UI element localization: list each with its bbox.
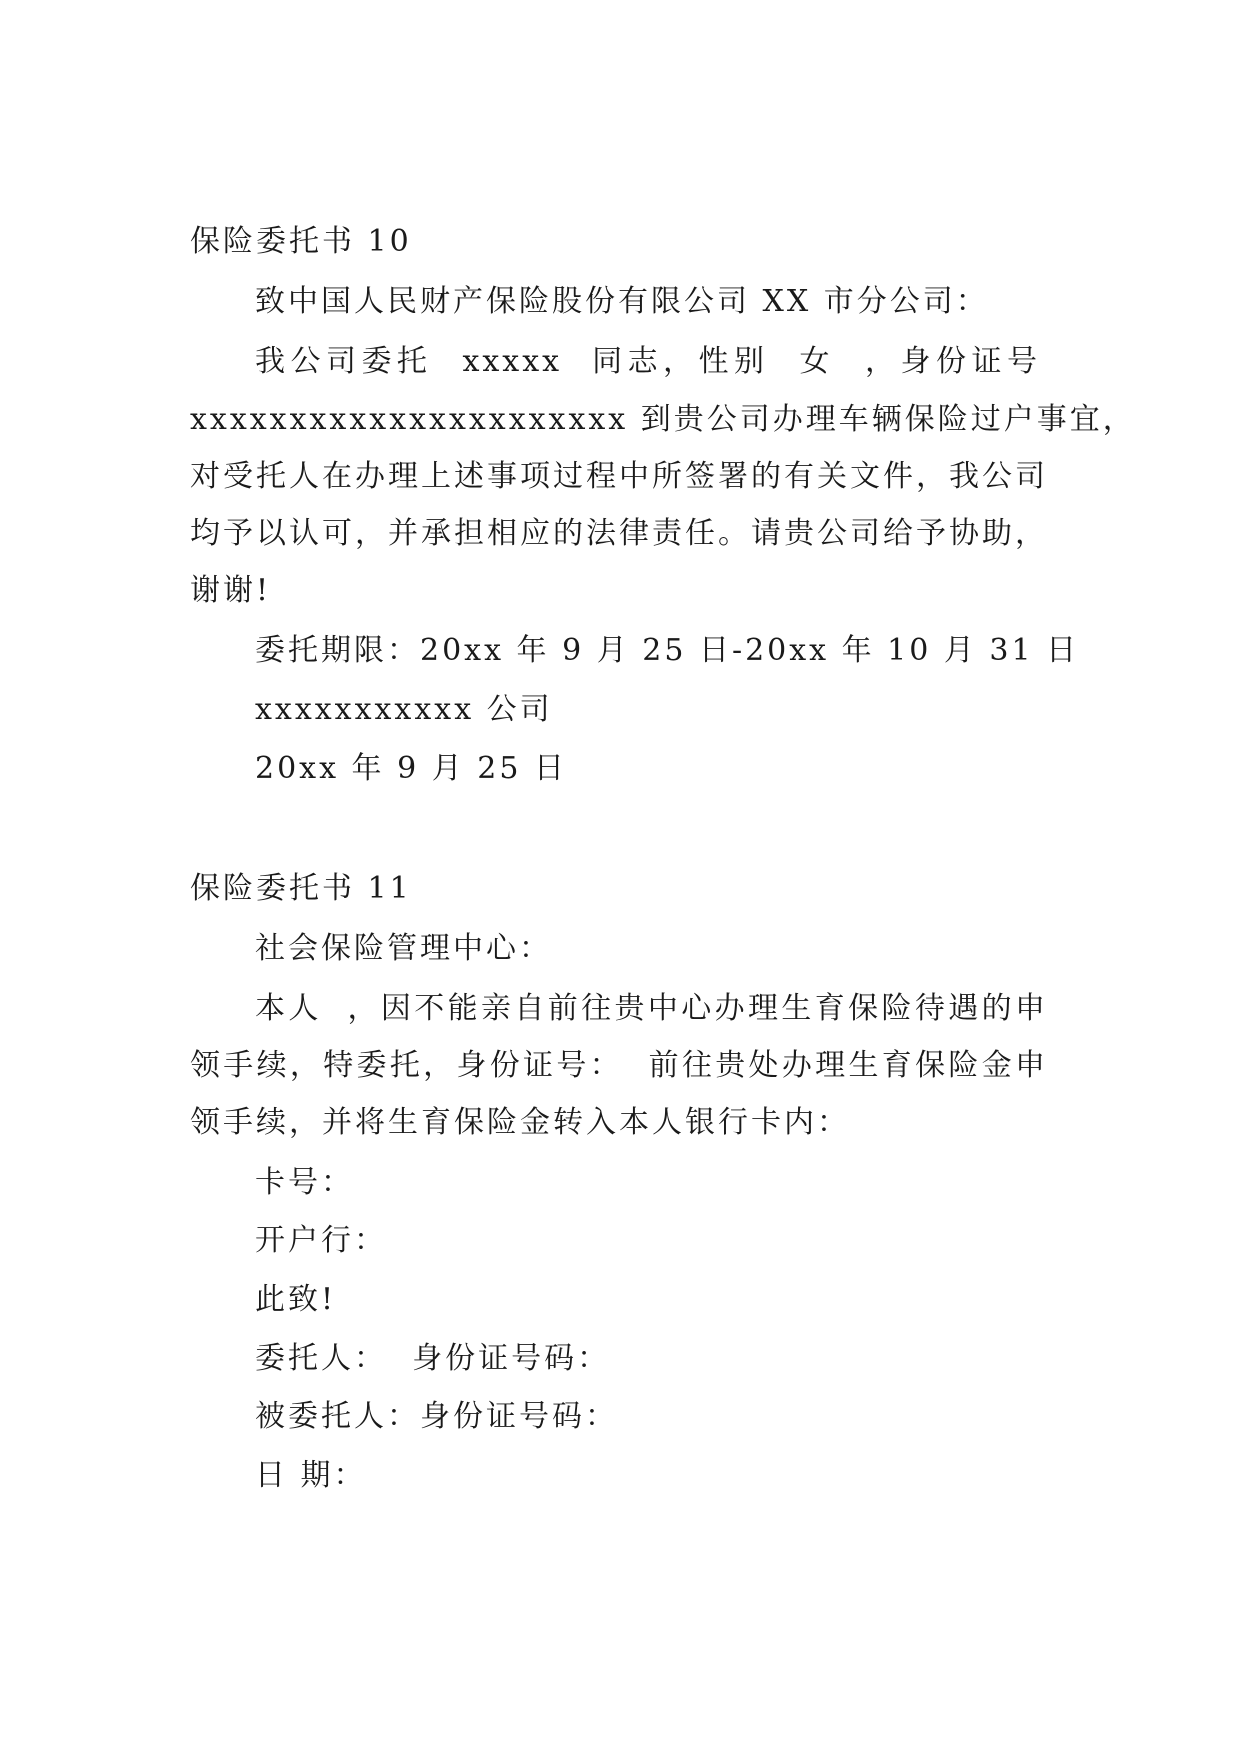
doc2-bank: 开户行：	[255, 1223, 387, 1258]
doc1-addressee: 致中国人民财产保险股份有限公司 XX 市分公司：	[255, 284, 989, 319]
doc2-principal: 委托人： 身份证号码：	[255, 1341, 611, 1376]
doc1-body-line-1: 我公司委托 xxxxx 同志，性别 女 ，身份证号	[255, 344, 1040, 379]
doc1-company: xxxxxxxxxxx 公司	[255, 692, 553, 727]
doc1-term: 委托期限：20xx 年 9 月 25 日-20xx 年 10 月 31 日	[255, 633, 1080, 668]
doc2-body-line-1: 本人 ，因不能亲自前往贵中心办理生育保险待遇的申	[255, 991, 1048, 1026]
doc2-agent: 被委托人：身份证号码：	[255, 1399, 618, 1434]
doc2-body-line-3: 领手续，并将生育保险金转入本人银行卡内：	[190, 1105, 850, 1140]
doc2-card-no: 卡号：	[255, 1165, 354, 1200]
doc1-body-line-2: xxxxxxxxxxxxxxxxxxxxxx 到贵公司办理车辆保险过户事宜，	[190, 402, 1136, 437]
doc1-title: 保险委托书 10	[190, 224, 412, 259]
doc2-date: 日 期：	[255, 1458, 367, 1493]
doc2-addressee: 社会保险管理中心：	[255, 931, 552, 966]
doc2-title: 保险委托书 11	[190, 871, 412, 906]
doc1-body-line-3: 对受托人在办理上述事项过程中所签署的有关文件，我公司	[190, 459, 1048, 494]
doc2-body-line-2: 领手续，特委托，身份证号： 前往贵处办理生育保险金申	[190, 1048, 1048, 1083]
doc1-body-line-4: 均予以认可，并承担相应的法律责任。请贵公司给予协助，	[190, 516, 1048, 551]
doc1-body-line-5: 谢谢!	[190, 573, 272, 608]
doc1-date: 20xx 年 9 月 25 日	[255, 751, 567, 786]
doc2-closing: 此致!	[255, 1282, 337, 1317]
